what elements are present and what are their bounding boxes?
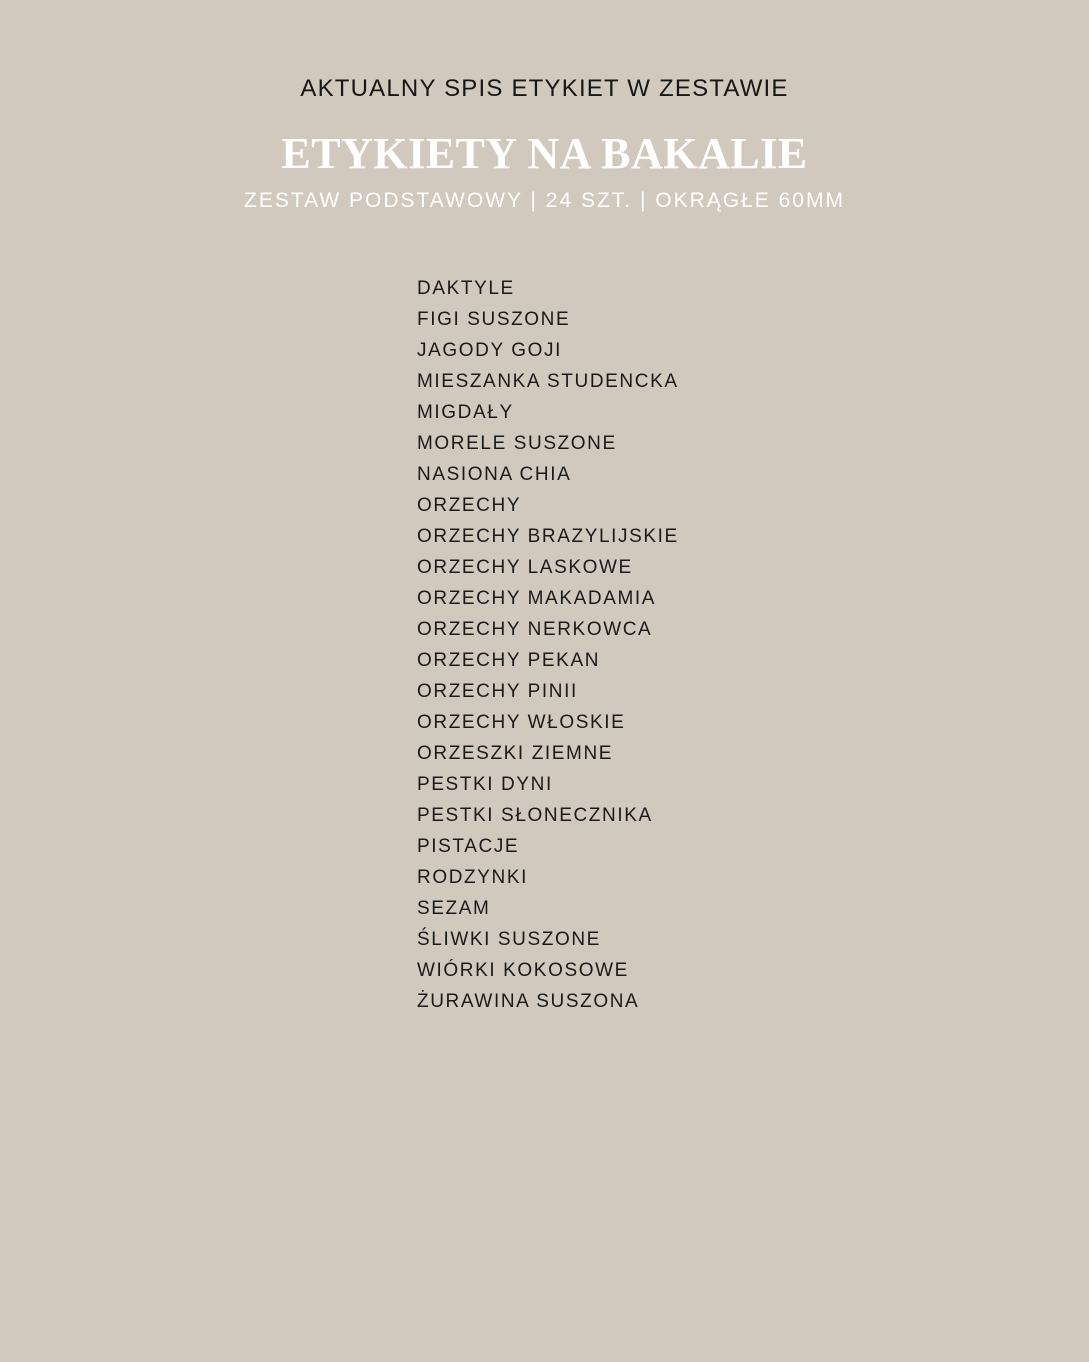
page-title: ETYKIETY NA BAKALIE [281, 129, 808, 178]
list-item: MORELE SUSZONE [417, 433, 617, 454]
list-caption: AKTUALNY SPIS ETYKIET W ZESTAWIE [300, 75, 789, 102]
list-item: ŻURAWINA SUSZONA [417, 991, 640, 1012]
set-details: ZESTAW PODSTAWOWY | 24 SZT. | OKRĄGŁE 60MM [244, 189, 845, 212]
list-item: ORZESZKI ZIEMNE [417, 743, 614, 764]
list-item: ORZECHY BRAZYLIJSKIE [417, 526, 679, 547]
list-item: PESTKI DYNI [417, 774, 553, 795]
list-item: ORZECHY LASKOWE [417, 557, 633, 578]
labels-list [417, 273, 679, 1017]
list-item: ŚLIWKI SUSZONE [417, 929, 601, 950]
list-item: ORZECHY MAKADAMIA [417, 588, 657, 609]
list-item: PESTKI SŁONECZNIKA [417, 805, 653, 826]
list-item: PISTACJE [417, 836, 520, 857]
list-item: ORZECHY [417, 495, 522, 516]
list-item: NASIONA CHIA [417, 464, 572, 485]
list-item: WIÓRKI KOKOSOWE [417, 960, 629, 981]
list-item: FIGI SUSZONE [417, 309, 571, 330]
list-item: JAGODY GOJI [417, 340, 562, 361]
list-item: ORZECHY PEKAN [417, 650, 601, 671]
list-item: RODZYNKI [417, 867, 528, 888]
list-item: MIESZANKA STUDENCKA [417, 371, 679, 392]
list-item: ORZECHY NERKOWCA [417, 619, 653, 640]
list-item: ORZECHY WŁOSKIE [417, 712, 626, 733]
list-item: ORZECHY PINII [417, 681, 578, 702]
list-item: MIGDAŁY [417, 402, 514, 423]
list-item: DAKTYLE [417, 278, 515, 299]
list-item: SEZAM [417, 898, 491, 919]
